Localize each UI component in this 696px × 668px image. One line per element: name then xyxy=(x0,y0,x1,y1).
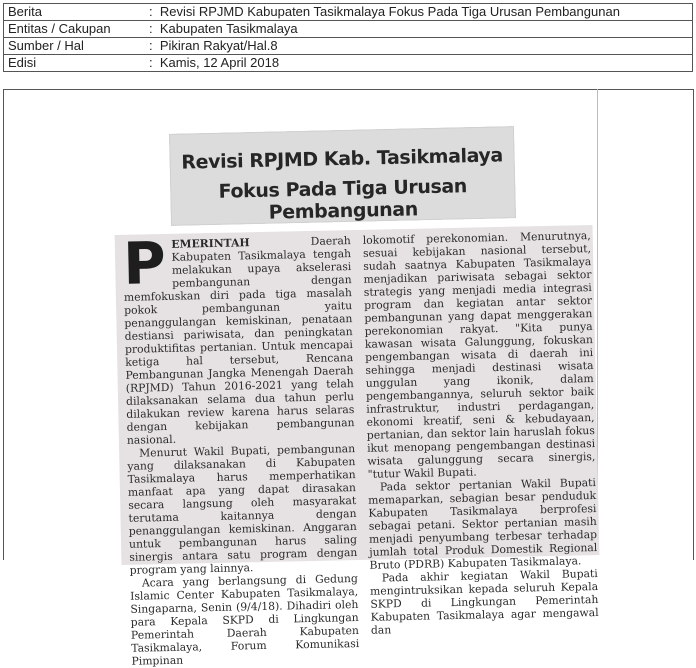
meta-value xyxy=(145,4,693,21)
meta-value-text: Kabupaten Tasikmalaya xyxy=(159,21,298,36)
metadata-table xyxy=(3,3,693,72)
article-paragraph: Pada sektor pertanian Wakil Bupati memaparkan, sebagian besar penduduk Kabupaten Tasikmalaya berprofesi sebagai petani. Sektor pertanian masih menjadi penyumbang terbesar terhadap jumlah total Produk Domestik Regional Bruto (PDRB) Kabupaten Tasikmalaya. xyxy=(368,476,598,572)
meta-value-text: Pikiran Rakyat/Hal.8 xyxy=(159,38,278,53)
headline-clip xyxy=(169,126,516,226)
article-paragraph xyxy=(122,228,355,447)
article-paragraph: lokomotif perekonomian. Menurutnya, sesuai kebijakan nasional tersebut, sudah saatnya Kabupaten Tasikmalaya menjadikan pariwisata sebagai sektor strategis yang menjadi media integrasi program dan kegiatan antar sektor pembangunan yang dapat menggerakan perekonomian rakyat. "Kita punya kawasan wisata Galunggung, fokuskan pengembangan wisata di daerah ini sehingga menjadi destinasi wisata unggulan yang ikonik, dalam pengembangannya, seluruh sektor baik infrastruktur, industri perdagangan, ekonomi kreatif, seni & kebudayaan, pertanian, dan sektor lain haruslah fokus ikut menopang pengembangan destinasi wisata galunggung secara sinergis, "tutur Wakil Bupati. xyxy=(362,229,596,481)
meta-value xyxy=(145,55,693,72)
meta-row-entitas xyxy=(4,21,693,38)
meta-value-text: Kamis, 12 April 2018 xyxy=(159,55,280,70)
article-column-right xyxy=(363,229,599,637)
meta-row-sumber xyxy=(4,38,693,55)
meta-label: Entitas / Cakupan xyxy=(4,21,146,38)
meta-separator: : xyxy=(149,38,153,53)
lead-word: EMERINTAH xyxy=(171,236,250,251)
meta-separator: : xyxy=(149,4,153,19)
meta-value-text: Revisi RPJMD Kabupaten Tasikmalaya Fokus Pada Tiga Urusan Pembangunan xyxy=(159,4,620,19)
article-paragraph: Pada akhir kegiatan Wakil Bupati mengintruksikan kepada seluruh Kepala SKPD di Lingkungan Pemerintah Kabupaten Tasikmalaya agar mengawal dan xyxy=(369,566,599,637)
headline-line-2: Fokus Pada Tiga Urusan Pembangunan xyxy=(218,175,468,224)
article-column-left xyxy=(122,228,360,668)
article-paragraph: Acara yang berlangsung di Gedung Islamic Center Kabupaten Tasikmalaya, Singaparna, Senin (9/4/18). Dihadiri oleh para Kepala SKPD di Lingkungan Pemerintah Daerah Kabupaten Tasikmalaya, Forum Komunikasi Pimpinan xyxy=(130,572,360,668)
headline-line-1: Revisi RPJMD Kab. Tasikmalaya xyxy=(181,144,504,174)
meta-label: Edisi xyxy=(4,55,146,72)
paragraph-text: Daerah Kabupaten Tasikmalaya tengah melakukan upaya akselerasi pembangunan dengan memfokuskan diri pada tiga masalah pokok pembangunan yaitu penanggulangan kemiskinan, penataan destiansi pariwisata, dan peningkatan produktifitas pertanian. Untuk mencapai ketiga hal tersebut, Rencana Pembangunan Jangka Menengah Daerah (RPJMD) Tahun 2016-2021 yang telah dilaksanakan selama dua tahun perlu dilakukan review karena harus selaras dengan kebijakan pembangunan nasional. xyxy=(123,234,355,447)
meta-separator: : xyxy=(149,55,153,70)
meta-value xyxy=(145,21,693,38)
article-paragraph: Menurut Wakil Bupati, pembangunan yang dilaksanakan di Kabupaten Tasikmalaya harus memperhatikan manfaat apa yang dapat dirasakan secara langsung oleh masyarakat terutama kaitannya dengan penanggulangan kemiskinan. Anggaran untuk pembangunan harus saling sinergis antara satu program dengan program yang lainnya. xyxy=(127,442,358,577)
meta-row-berita xyxy=(4,4,693,21)
article-body-clip xyxy=(115,225,600,668)
meta-value xyxy=(145,38,693,55)
meta-label: Berita xyxy=(4,4,146,21)
meta-separator: : xyxy=(149,21,153,36)
drop-cap: P xyxy=(122,228,167,298)
meta-label: Sumber / Hal xyxy=(4,38,146,55)
meta-row-edisi xyxy=(4,55,693,72)
